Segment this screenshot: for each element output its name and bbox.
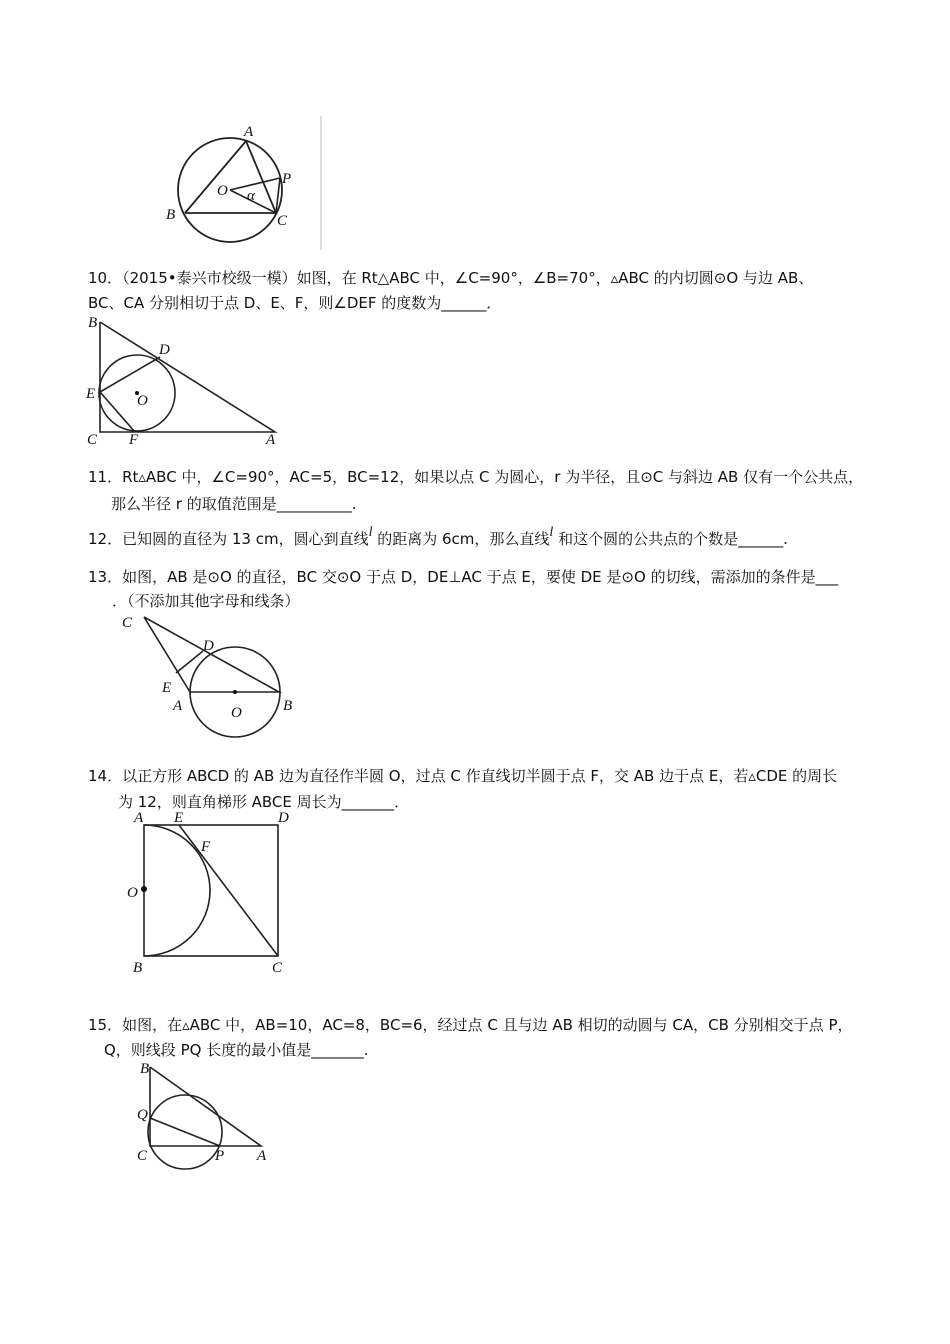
triangle-abc — [150, 1067, 261, 1146]
q14-line2: 为 12，则直角梯形 ABCE 周长为_______． — [118, 793, 410, 811]
q14-line1: 14．以正方形 ABCD 的 AB 边为直径作半圆 O，过点 C 作直线切半圆于点 F，交 AB 边于点 E，若▵CDE 的周长 — [88, 767, 838, 785]
center-dot — [141, 886, 147, 892]
label-d: D — [159, 342, 170, 358]
q12-part1: 12．已知圆的直径为 13 cm，圆心到直线 — [88, 530, 369, 548]
label-p: P — [282, 171, 292, 187]
label-c: C — [122, 615, 133, 631]
q12-part2: 的距离为 6cm，那么直线 — [377, 530, 550, 548]
label-f: F — [201, 839, 211, 855]
label-p: P — [215, 1148, 225, 1164]
figure-q9 — [160, 118, 340, 258]
label-b: B — [283, 698, 293, 714]
label-b: B — [166, 207, 176, 223]
label-a: A — [134, 810, 144, 826]
q13-line2: ．（不添加其他字母和线条） — [112, 592, 300, 610]
label-e: E — [162, 680, 172, 696]
label-alpha: α — [247, 188, 255, 204]
label-a: A — [244, 124, 254, 140]
triangle-abc — [185, 141, 276, 213]
q10-line1: 10．（2015•泰兴市校级一模）如图，在 Rt△ABC 中，∠C=90°，∠B=70°，▵ABC 的内切圆⊙O 与边 AB、 — [88, 269, 814, 287]
label-b: B — [140, 1061, 150, 1077]
line-l-symbol: l — [368, 525, 373, 540]
label-a: A — [257, 1148, 267, 1164]
segment-op — [230, 178, 280, 190]
q12-line — [88, 525, 788, 551]
figure-q10 — [84, 310, 284, 450]
q11-line2: 那么半径 r 的取值范围是__________. — [111, 495, 357, 513]
segment-de — [176, 651, 203, 673]
label-o: O — [217, 183, 228, 199]
label-o: O — [231, 705, 242, 721]
label-d: D — [278, 810, 289, 826]
figure-q14 — [124, 808, 294, 978]
label-e: E — [174, 810, 184, 826]
figure-q15 — [130, 1058, 280, 1173]
label-o: O — [137, 393, 148, 409]
q15-line2: Q，则线段 PQ 长度的最小值是_______. — [104, 1041, 369, 1059]
q12-part3: 和这个圆的公共点的个数是______. — [558, 530, 788, 548]
label-e: E — [86, 386, 96, 402]
label-a: A — [173, 698, 183, 714]
label-f: F — [129, 432, 139, 448]
q10-line2: BC、CA 分别相切于点 D、E、F，则∠DEF 的度数为______． — [88, 294, 502, 312]
label-a: A — [266, 432, 276, 448]
label-q: Q — [137, 1107, 148, 1123]
figure-q13 — [115, 608, 305, 723]
label-b: B — [133, 960, 143, 976]
center-dot — [233, 690, 237, 694]
tangent-ce — [179, 825, 278, 956]
label-o: O — [127, 885, 138, 901]
segment-pq — [150, 1118, 220, 1146]
q13-line1: 13．如图，AB 是⊙O 的直径，BC 交⊙O 于点 D，DE⊥AC 于点 E，要使 DE 是⊙O 的切线，需添加的条件是___ — [88, 568, 839, 586]
label-c: C — [277, 213, 288, 229]
label-b: B — [88, 315, 98, 331]
label-d: D — [203, 638, 214, 654]
q15-line1: 15．如图，在▵ABC 中，AB=10，AC=8，BC=6，经过点 C 且与边 AB 相切的动圆与 CA，CB 分别相交于点 P， — [88, 1016, 853, 1034]
square-abcd — [144, 825, 278, 956]
label-c: C — [87, 432, 98, 448]
label-c: C — [272, 960, 283, 976]
label-c: C — [137, 1148, 148, 1164]
line-l-symbol-2: l — [549, 525, 554, 540]
q11-line1: 11．Rt▵ABC 中，∠C=90°，AC=5，BC=12，如果以点 C 为圆心，r 为半径，且⊙C 与斜边 AB 仅有一个公共点， — [88, 468, 864, 486]
